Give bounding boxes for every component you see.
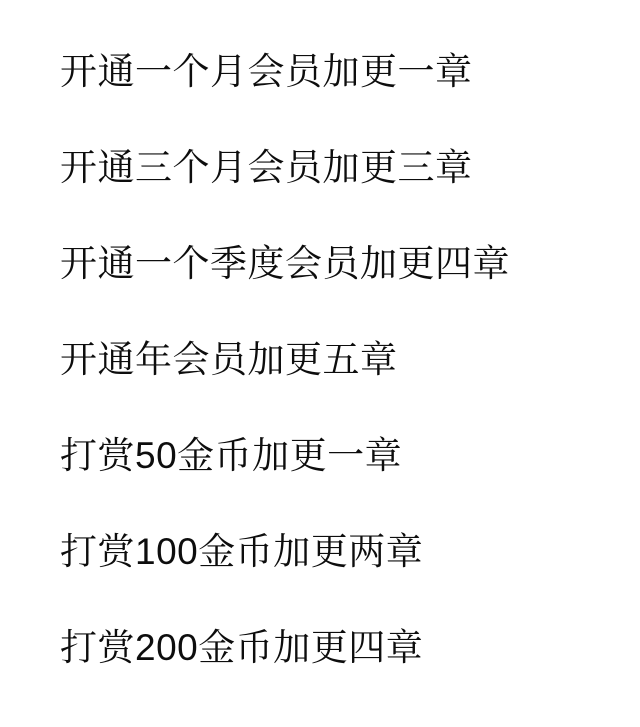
text-line-list (0, 24, 640, 696)
text-line: 开通年会员加更五章 (60, 339, 398, 381)
text-line: 开通一个季度会员加更四章 (60, 243, 510, 285)
text-line: 开通一个月会员加更一章 (60, 51, 473, 93)
text-line: 打赏50金币加更一章 (60, 435, 403, 477)
text-line: 打赏100金币加更两章 (60, 531, 424, 573)
text-line: 打赏200金币加更四章 (60, 627, 424, 669)
text-line: 开通三个月会员加更三章 (60, 147, 473, 189)
